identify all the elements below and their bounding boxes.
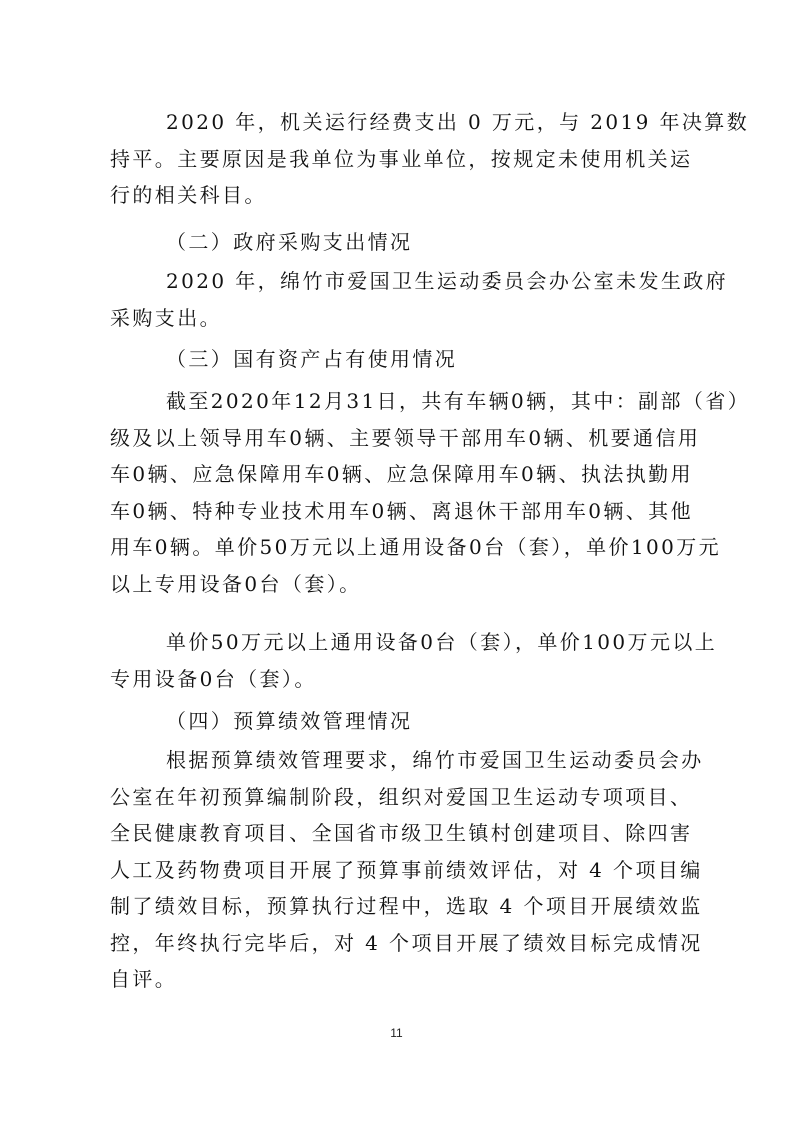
paragraph-line: 全民健康教育项目、全国省市级卫生镇村创建项目、除四害	[110, 821, 693, 845]
paragraph-line: 车0辆、应急保障用车0辆、应急保障用车0辆、执法执勤用	[110, 462, 693, 486]
section-heading: （四）预算绩效管理情况	[166, 709, 413, 733]
paragraph-line: 专用设备0台（套）。	[110, 666, 317, 691]
paragraph-line: 人工及药物费项目开展了预算事前绩效评估，对 4 个项目编	[110, 857, 703, 882]
paragraph-line: 截至2020年12月31日，共有车辆0辆，其中：副部（省）	[166, 389, 751, 413]
paragraph-line: 制了绩效目标，预算执行过程中，选取 4 个项目开展绩效监	[110, 894, 703, 918]
paragraph-line: 自评。	[110, 967, 178, 991]
performance-heading	[110, 703, 680, 740]
paragraph-line: 持平。主要原因是我单位为事业单位，按规定未使用机关运	[110, 146, 693, 171]
operating-expense-paragraph	[110, 104, 750, 214]
procurement-heading	[110, 224, 680, 261]
paragraph-line: 控，年终执行完毕后，对 4 个项目开展了绩效目标完成情况	[110, 930, 703, 955]
paragraph-line: 根据预算绩效管理要求，绵竹市爱国卫生运动委员会办	[166, 748, 704, 772]
performance-paragraph	[110, 742, 704, 998]
paragraph-line: 车0辆、特种专业技术用车0辆、离退休干部用车0辆、其他	[110, 498, 693, 523]
section-heading: （二）政府采购支出情况	[166, 230, 413, 254]
paragraph-line: 2020 年，绵竹市爱国卫生运动委员会办公室未发生政府	[166, 269, 729, 293]
paragraph-line: 以上专用设备0台（套）。	[110, 571, 362, 596]
paragraph-line: 2020 年，机关运行经费支出 0 万元，与 2019 年决算数	[166, 110, 750, 134]
paragraph-line: 级及以上领导用车0辆、主要领导干部用车0辆、机要通信用	[110, 425, 701, 450]
paragraph-line: 单价50万元以上通用设备0台（套），单价100万元以上	[166, 630, 718, 654]
paragraph-line: 行的相关科目。	[110, 183, 267, 207]
paragraph-line: 公室在年初预算编制阶段，组织对爱国卫生运动专项项目、	[110, 784, 693, 809]
assets-heading	[110, 341, 680, 378]
assets-paragraph	[110, 383, 751, 602]
paragraph-line: 用车0辆。单价50万元以上通用设备0台（套），单价100万元	[110, 535, 722, 559]
page-number: 11	[390, 1026, 403, 1040]
paragraph-line: 采购支出。	[110, 305, 222, 330]
procurement-paragraph	[110, 263, 729, 336]
section-heading: （三）国有资产占有使用情况	[166, 347, 458, 371]
equipment-paragraph	[110, 624, 718, 697]
